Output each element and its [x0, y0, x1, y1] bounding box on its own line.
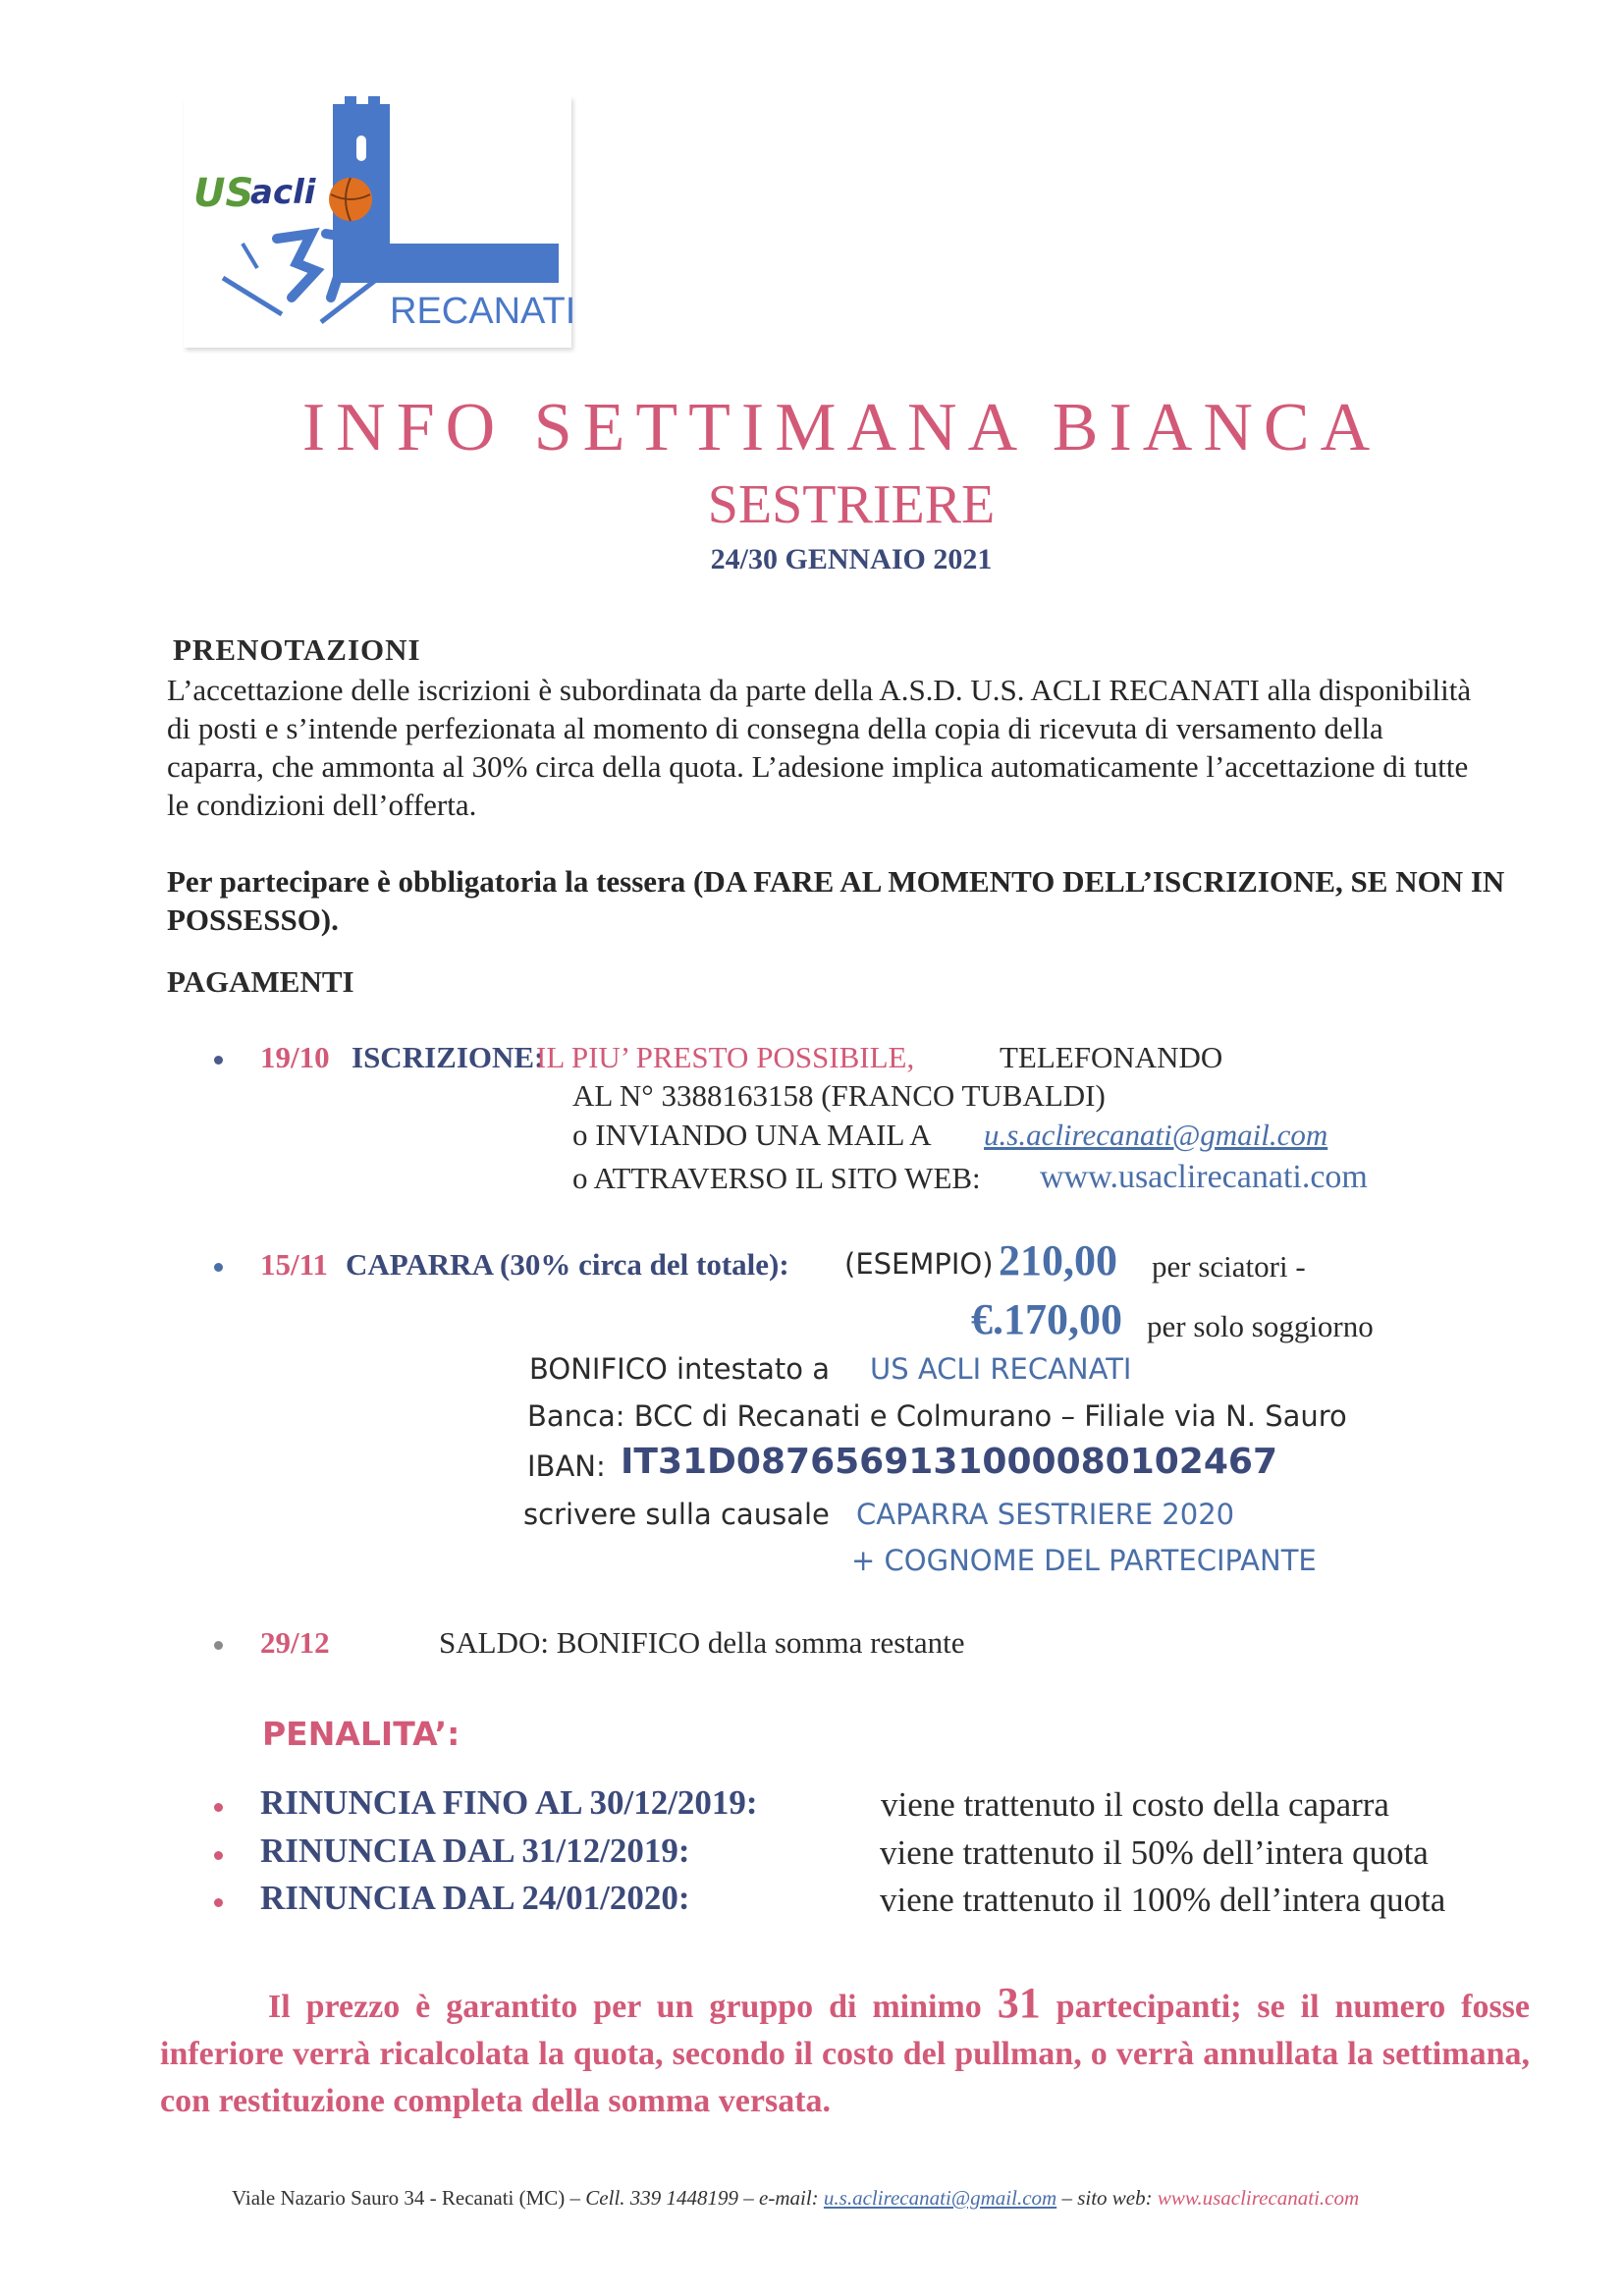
- logo-city-text: RECANATI: [390, 291, 576, 332]
- caparra-amount-skiers: 210,00: [999, 1236, 1117, 1285]
- prenotazioni-body: L’accettazione delle iscrizioni è subordinata da parte della A.S.D. U.S. ACLI RECANATI alla disponibilità di posti e s’intende perfezionata al momento di consegna della copia di ricevuta di versamento della caparra, che ammonta al 30% circa della quota. L’adesione implica automaticamente l’accettazione di tutte le condizioni dell’offerta.: [167, 673, 1472, 822]
- page-title: INFO SETTIMANA BIANCA: [301, 390, 1381, 465]
- footer-web-label: – sito web:: [1061, 2186, 1153, 2210]
- iscrizione-mail-line: o INVIANDO UNA MAIL A: [572, 1118, 932, 1152]
- page-dates: 24/30 GENNAIO 2021: [710, 543, 993, 575]
- iscrizione-email-link[interactable]: u.s.aclirecanati@gmail.com: [984, 1118, 1328, 1152]
- page-subtitle-location: SESTRIERE: [707, 474, 996, 535]
- iscrizione-telefonando: TELEFONANDO: [1000, 1040, 1223, 1074]
- iscrizione-web-line: o ATTRAVERSO IL SITO WEB:: [572, 1161, 981, 1195]
- penalty-2-desc: viene trattenuto il 50% dell’intera quota: [880, 1833, 1429, 1872]
- caparra-amount-skiers-desc: per sciatori -: [1152, 1249, 1306, 1284]
- logo-us-text: US: [193, 171, 254, 216]
- penalty-1-label: RINUNCIA FINO AL 30/12/2019:: [260, 1783, 758, 1822]
- causale-label: scrivere sulla causale: [523, 1498, 830, 1531]
- penalty-2-label: RINUNCIA DAL 31/12/2019:: [260, 1831, 690, 1870]
- caparra-date: 15/11: [260, 1247, 328, 1282]
- iscrizione-website-link[interactable]: www.usaclirecanati.com: [1040, 1159, 1368, 1195]
- saldo-date: 29/12: [260, 1625, 330, 1660]
- logo-acli-text: acli: [250, 173, 316, 212]
- penalty-3-label: RINUNCIA DAL 24/01/2020:: [260, 1879, 690, 1917]
- bullet-icon: [214, 1898, 223, 1907]
- caparra-label: CAPARRA (30% circa del totale):: [346, 1247, 789, 1282]
- iban-label: IBAN:: [527, 1449, 606, 1483]
- bonifico-label: BONIFICO intestato a: [529, 1352, 830, 1386]
- bullet-icon: [214, 1851, 223, 1860]
- footer-website-link[interactable]: www.usaclirecanati.com: [1157, 2186, 1360, 2210]
- footer-email-link[interactable]: u.s.aclirecanati@gmail.com: [823, 2186, 1057, 2210]
- bank-details: Banca: BCC di Recanati e Colmurano – Filiale via N. Sauro: [527, 1399, 1347, 1433]
- iscrizione-label: ISCRIZIONE:: [352, 1040, 545, 1074]
- bullet-icon: [214, 1263, 223, 1272]
- caparra-amount-stay-desc: per solo soggiorno: [1147, 1309, 1374, 1343]
- guarantee-text-before: Il prezzo è garantito per un gruppo di minimo: [268, 1989, 982, 2025]
- iscrizione-asap: IL PIU’ PRESTO POSSIBILE,: [536, 1040, 915, 1074]
- price-guarantee-note: [160, 1980, 1530, 2125]
- saldo-text: SALDO: BONIFICO della somma restante: [439, 1625, 965, 1660]
- membership-notice: Per partecipare è obbligatoria la tessera (DA FARE AL MOMENTO DELL’ISCRIZIONE, SE NON IN POSSESSO).: [167, 864, 1505, 937]
- footer: [232, 2186, 1359, 2211]
- bullet-icon: [214, 1641, 223, 1650]
- guarantee-min-participants: 31: [997, 1979, 1041, 2027]
- penalty-1-desc: viene trattenuto il costo della caparra: [881, 1785, 1389, 1824]
- iscrizione-phone: AL N° 3388163158 (FRANCO TUBALDI): [572, 1078, 1106, 1113]
- footer-cell: Cell. 339 1448199 – e-mail:: [585, 2186, 819, 2210]
- causale-value: CAPARRA SESTRIERE 2020: [856, 1498, 1235, 1531]
- iban-value: IT31D0876569131000080102467: [621, 1442, 1278, 1482]
- caparra-amount-stay: €.170,00: [971, 1295, 1122, 1343]
- club-logo: [184, 96, 576, 348]
- footer-address: Viale Nazario Sauro 34 - Recanati (MC) –: [232, 2186, 581, 2210]
- prenotazioni-heading: PRENOTAZIONI: [173, 632, 421, 667]
- guarantee-text-after: partecipanti; se il numero fosse inferiore verrà ricalcolata la quota, secondo il costo del pullman, o verrà annullata la settimana, con restituzione completa della somma versata.: [160, 1989, 1530, 2119]
- caparra-example: (ESEMPIO): [844, 1247, 994, 1281]
- bonifico-recipient: US ACLI RECANATI: [870, 1352, 1132, 1386]
- penalty-3-desc: viene trattenuto il 100% dell’intera quota: [880, 1881, 1446, 1919]
- bullet-icon: [214, 1056, 223, 1065]
- bullet-icon: [214, 1803, 223, 1812]
- causale-value-2: + COGNOME DEL PARTECIPANTE: [851, 1544, 1317, 1577]
- penalita-heading: PENALITA’:: [262, 1715, 460, 1753]
- iscrizione-date: 19/10: [260, 1040, 330, 1074]
- pagamenti-heading: PAGAMENTI: [167, 964, 354, 999]
